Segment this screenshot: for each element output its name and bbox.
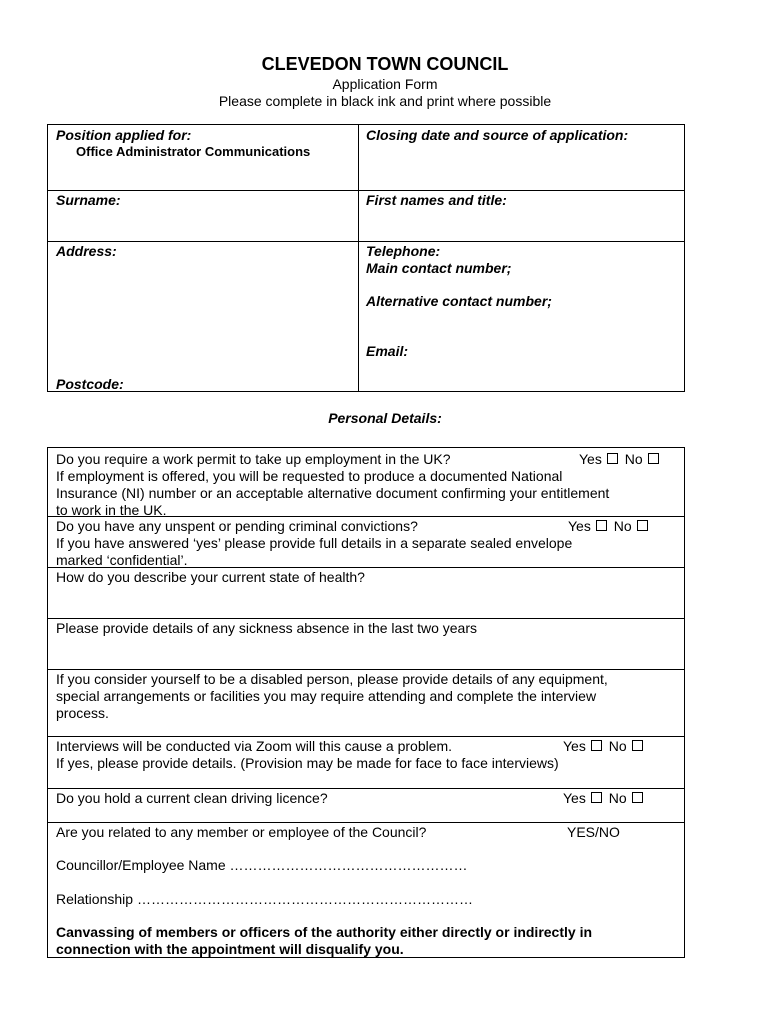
row-divider <box>48 241 684 242</box>
zoom-no-checkbox[interactable] <box>632 740 643 751</box>
work-permit-note-line: Insurance (NI) number or an acceptable alternative document confirming your entitlement <box>56 485 610 501</box>
convictions-note-line: If you have answered ‘yes’ please provide full details in a separate sealed envelope <box>56 535 573 551</box>
yes-label: Yes <box>579 451 602 467</box>
work-permit-question: Do you require a work permit to take up employment in the UK? <box>56 451 451 467</box>
work-permit-note-line: to work in the UK. <box>56 502 167 518</box>
telephone-label: Telephone: <box>366 243 441 259</box>
work-permit-options <box>579 451 662 468</box>
disability-line: process. <box>56 705 109 721</box>
column-divider <box>358 125 359 391</box>
driving-question: Do you hold a current clean driving licence? <box>56 790 328 806</box>
main-contact-label: Main contact number; <box>366 260 512 276</box>
applicant-details-table <box>47 124 685 392</box>
disability-line: If you consider yourself to be a disabled person, please provide details of any equipment, <box>56 671 608 687</box>
health-question: How do you describe your current state of health? <box>56 569 365 585</box>
no-label: No <box>608 790 627 806</box>
yes-label: Yes <box>568 518 591 534</box>
relationship-field[interactable]: Relationship ……………………………………………………………… <box>56 891 473 907</box>
driving-no-checkbox[interactable] <box>632 792 643 803</box>
first-names-label: First names and title: <box>366 192 507 208</box>
alt-contact-label: Alternative contact number; <box>366 293 552 309</box>
driving-options <box>563 790 646 807</box>
address-label: Address: <box>56 243 117 259</box>
no-label: No <box>608 738 627 754</box>
form-subtitle: Application Form <box>332 76 438 92</box>
zoom-options <box>563 738 646 755</box>
convictions-question: Do you have any unspent or pending criminal convictions? <box>56 518 418 534</box>
row-divider <box>48 190 684 191</box>
row-divider <box>48 736 684 737</box>
postcode-label: Postcode: <box>56 376 124 392</box>
sickness-question: Please provide details of any sickness absence in the last two years <box>56 620 478 636</box>
personal-details-heading: Personal Details: <box>328 410 442 426</box>
row-divider <box>48 822 684 823</box>
position-label: Position applied for: <box>56 127 192 143</box>
row-divider <box>48 618 684 619</box>
driving-yes-checkbox[interactable] <box>591 792 602 803</box>
row-divider <box>48 669 684 670</box>
related-question: Are you related to any member or employee of the Council? <box>56 824 427 840</box>
closing-date-label: Closing date and source of application: <box>366 127 629 143</box>
council-title: CLEVEDON TOWN COUNCIL <box>261 54 509 74</box>
no-label: No <box>624 451 643 467</box>
row-divider <box>48 788 684 789</box>
convictions-options <box>568 518 651 535</box>
position-value[interactable]: Office Administrator Communications <box>76 144 311 159</box>
canvassing-warning-line: Canvassing of members or officers of the authority either directly or indirectly in <box>56 924 593 940</box>
canvassing-warning-line: connection with the appointment will disqualify you. <box>56 941 404 957</box>
convictions-yes-checkbox[interactable] <box>596 520 607 531</box>
convictions-no-checkbox[interactable] <box>637 520 648 531</box>
convictions-note-line: marked ‘confidential’. <box>56 552 188 568</box>
work-permit-note-line: If employment is offered, you will be requested to produce a documented National <box>56 468 563 484</box>
no-label: No <box>613 518 632 534</box>
work-permit-yes-checkbox[interactable] <box>607 453 618 464</box>
yes-label: Yes <box>563 738 586 754</box>
zoom-question: Interviews will be conducted via Zoom will this cause a problem. <box>56 738 453 754</box>
work-permit-no-checkbox[interactable] <box>648 453 659 464</box>
personal-details-table <box>47 447 685 958</box>
surname-label: Surname: <box>56 192 121 208</box>
yes-label: Yes <box>563 790 586 806</box>
zoom-note: If yes, please provide details. (Provision may be made for face to face interviews) <box>56 755 559 771</box>
disability-line: special arrangements or facilities you may require attending and complete the interview <box>56 688 597 704</box>
related-answer[interactable]: YES/NO <box>567 824 620 840</box>
email-label: Email: <box>366 343 409 359</box>
zoom-yes-checkbox[interactable] <box>591 740 602 751</box>
form-instruction: Please complete in black ink and print where possible <box>218 93 552 109</box>
councillor-employee-name-field[interactable]: Councillor/Employee Name …………………………………………… <box>56 857 468 873</box>
